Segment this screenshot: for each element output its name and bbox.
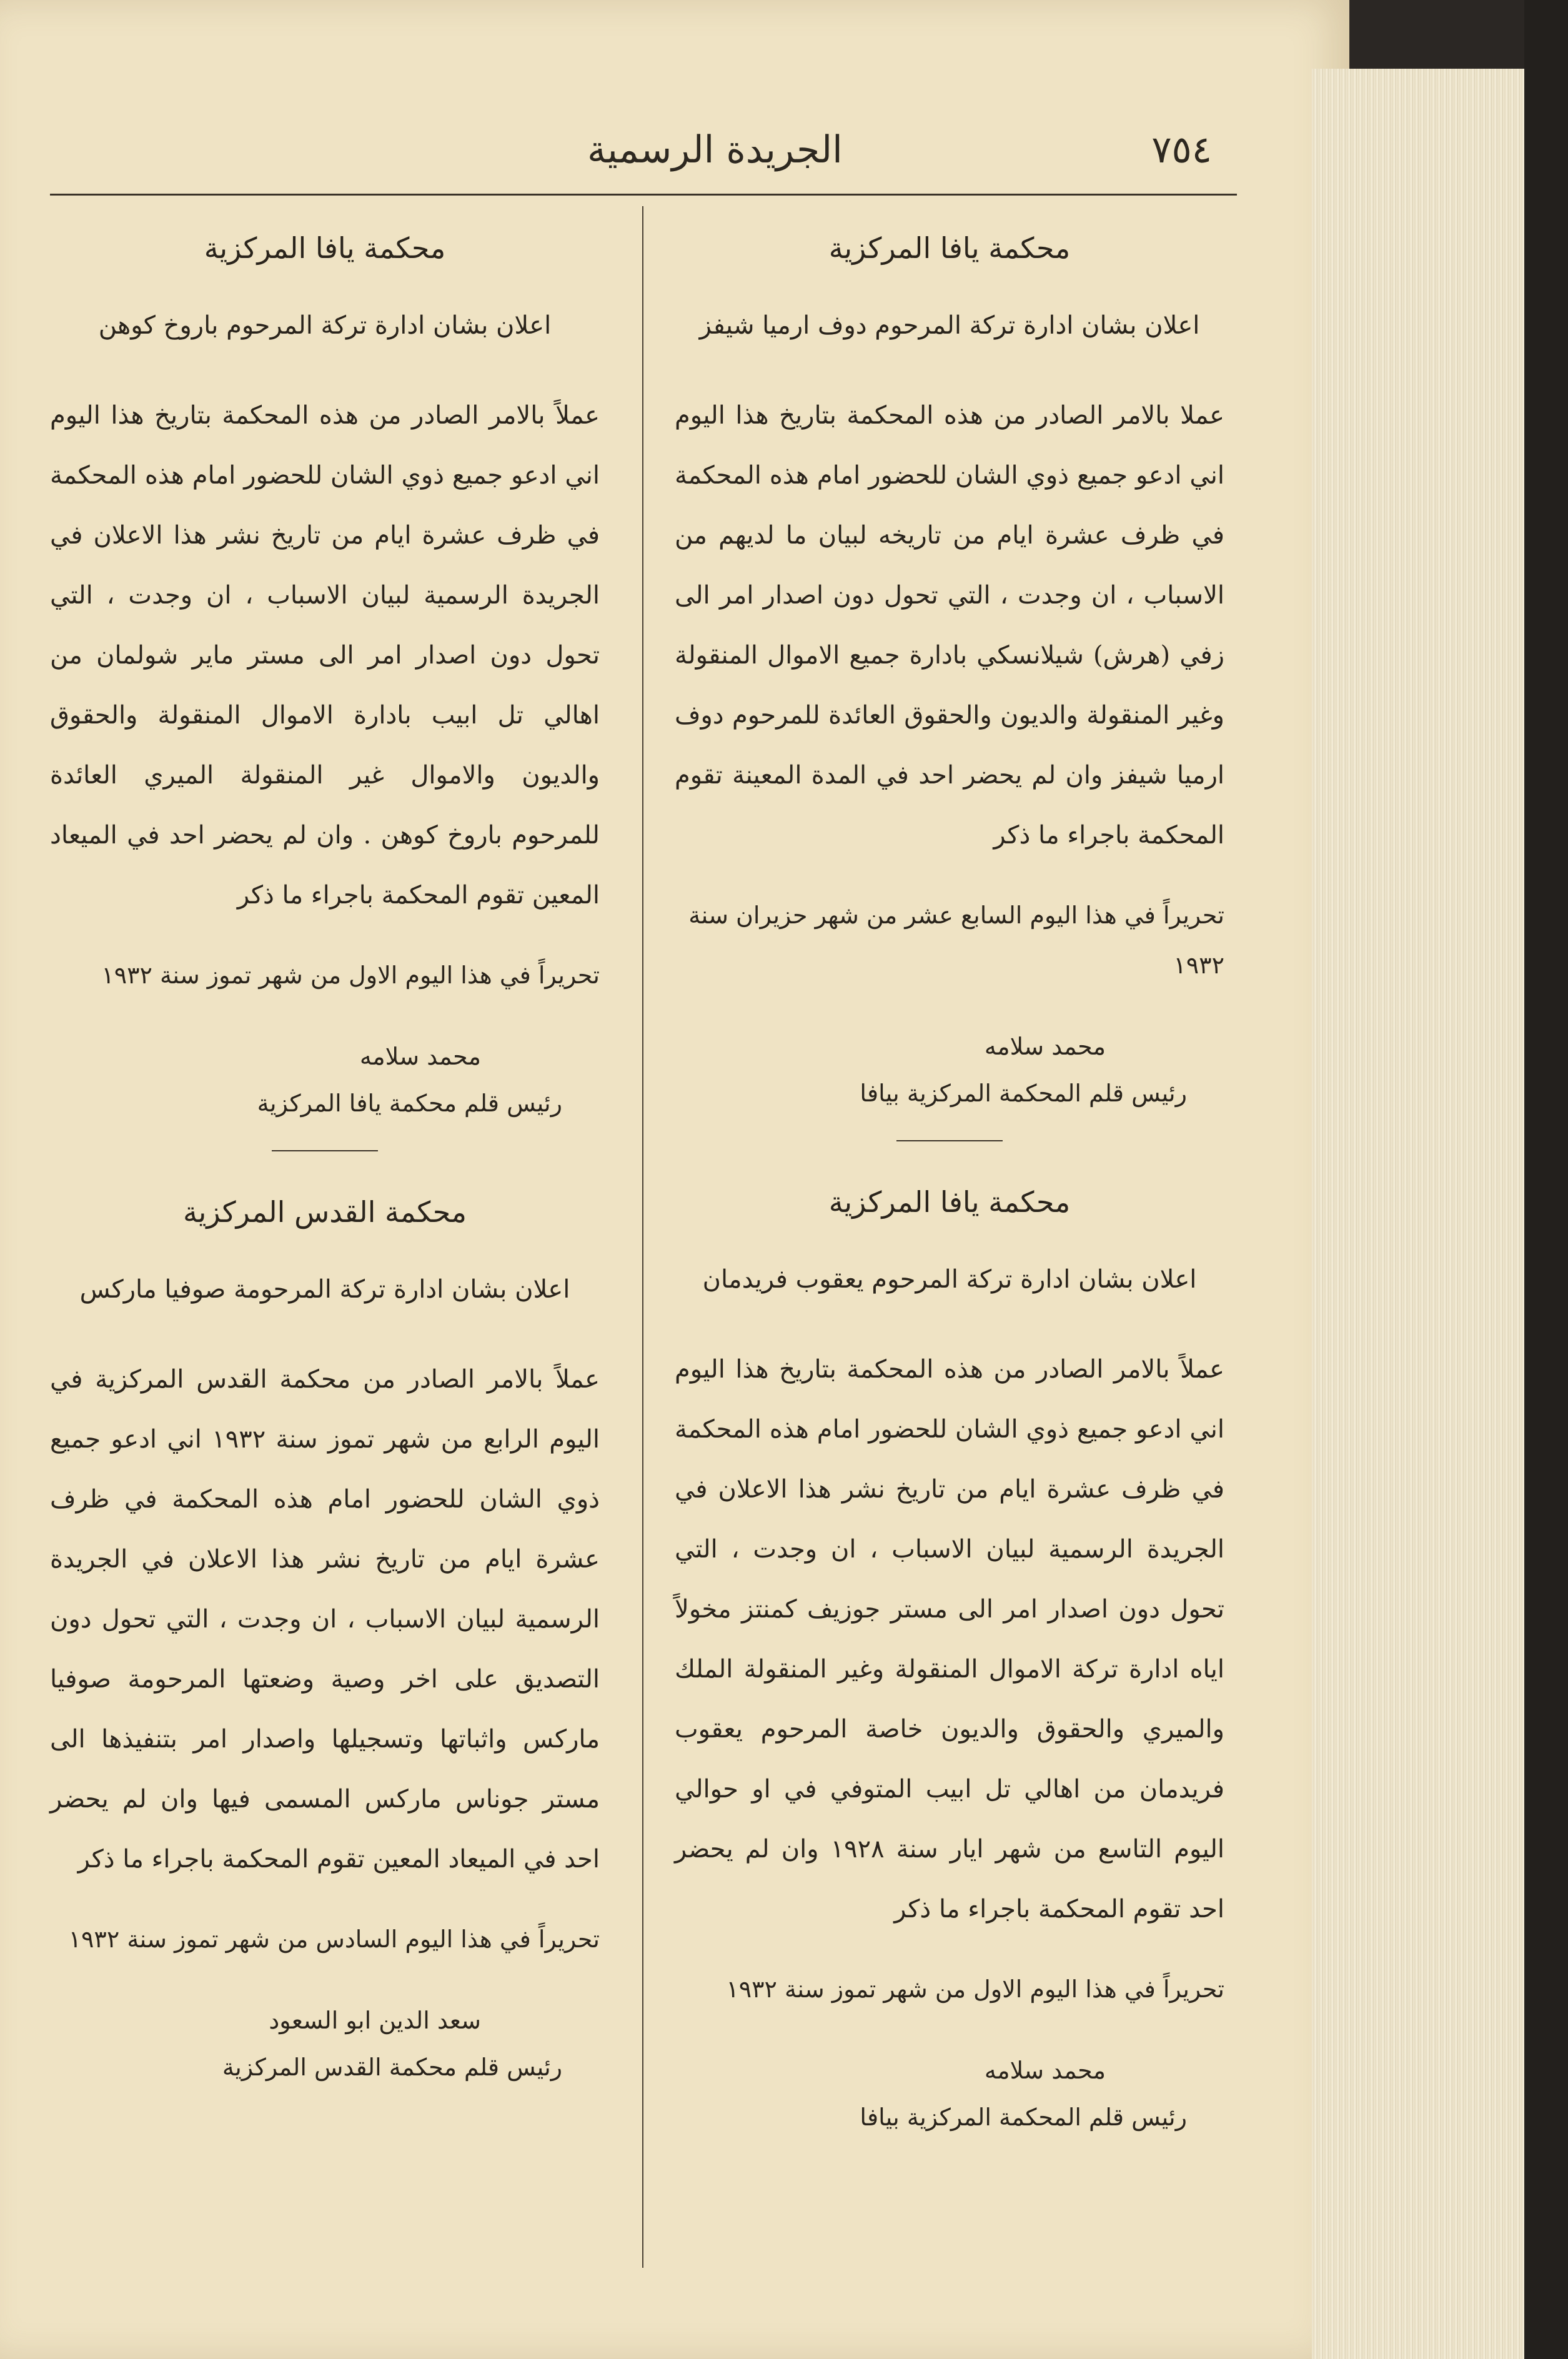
notice-body: عملا بالامر الصادر من هذه المحكمة بتاريخ هذا اليوم اني ادعو جميع ذوي الشان للحضور امام هذه المحكمة في ظرف عشرة ايام من تاريخه لبيان ما لديهم من الاسباب ، ان وجدت ، التي تحول دون اصدار امر الى زفي (هرش) شيلانسكي بادارة جميع الاموال المنقولة وغير المنقولة والديون والحقوق العائدة للمرحوم دوف ارميا شيفز وان لم يحضر احد في المدة المعينة تقوم المحكمة باجراء ما ذكر [675, 401, 1224, 850]
notice-dateline: تحريراً في هذا اليوم السابع عشر من شهر حزيران سنة ١٩٣٢ [688, 901, 1224, 980]
notice [50, 231, 600, 1125]
court-heading: محكمة القدس المركزية [182, 1195, 467, 1229]
journal-title: الجريدة الرسمية [587, 128, 843, 172]
notice-subject: اعلان بشان ادارة تركة المرحوم باروخ كوهن [98, 311, 552, 340]
notice-body: عملاً بالامر الصادر من هذه المحكمة بتاريخ هذا اليوم اني ادعو جميع ذوي الشان للحضور امام هذه المحكمة في ظرف عشرة ايام من تاريخ نشر هذا الاعلان في الجريدة الرسمية لبيان الاسباب ، ان وجدت ، التي تحول دون اصدار امر الى مستر جوزيف كمنتز مخولاً اياه ادارة تركة الاموال المنقولة وغير المنقولة الملك والميري والحقوق والديون خاصة المرحوم يعقوب فريدمان من اهالي تل ابيب المتوفي في او حوالي اليوم التاسع من شهر ايار سنة ١٩٢٨ وان لم يحضر احد تقوم المحكمة باجراء ما ذكر [675, 1355, 1224, 1924]
notice-body: عملاً بالامر الصادر من هذه المحكمة بتاريخ هذا اليوم اني ادعو جميع ذوي الشان للحضور امام هذه المحكمة في ظرف عشرة ايام من تاريخ نشر هذا الاعلان في الجريدة الرسمية لبيان الاسباب ، ان وجدت ، التي تحول دون اصدار امر الى مستر ماير شولمان من اهالي تل ابيب بادارة الاموال المنقولة والحقوق والديون والاموال غير المنقولة الميري العائدة للمرحوم باروخ كوهن . وان لم يحضر احد في الميعاد المعين تقوم المحكمة باجراء ما ذكر [50, 401, 600, 910]
notice [675, 1185, 1224, 2139]
left-column [50, 231, 600, 2114]
notice [675, 231, 1224, 1115]
court-heading: محكمة يافا المركزية [204, 231, 446, 265]
page-header [50, 128, 1237, 184]
column-divider [642, 206, 643, 2268]
court-heading: محكمة يافا المركزية [828, 231, 1071, 265]
signer-title: رئيس قلم محكمة القدس المركزية [222, 2054, 562, 2082]
signer-title: رئيس قلم المحكمة المركزية بيافا [860, 1080, 1187, 1108]
court-heading: محكمة يافا المركزية [828, 1185, 1071, 1219]
page-stack-edge [1312, 69, 1537, 2359]
notice-dateline: تحريراً في هذا اليوم الاول من شهر تموز سنة ١٩٣٢ [101, 961, 600, 990]
notice-dateline: تحريراً في هذا اليوم الاول من شهر تموز سنة ١٩٣٢ [726, 1975, 1224, 2004]
signer-title: رئيس قلم المحكمة المركزية بيافا [860, 2103, 1187, 2132]
signer-title: رئيس قلم محكمة يافا المركزية [257, 1090, 562, 1118]
page-number: ٧٥٤ [1151, 128, 1212, 172]
book-spine [1524, 0, 1568, 2359]
header-rule [50, 194, 1237, 196]
notice [50, 1195, 600, 2089]
notice-separator [896, 1140, 1003, 1141]
notice-body: عملاً بالامر الصادر من محكمة القدس المركزية في اليوم الرابع من شهر تموز سنة ١٩٣٢ اني ادعو جميع ذوي الشان للحضور امام هذه المحكمة في ظرف عشرة ايام من تاريخ نشر هذا الاعلان في الجريدة الرسمية لبيان الاسباب ، ان وجدت ، التي تحول دون التصديق على اخر وصية وضعتها المرحومة صوفيا ماركس واثباتها وتسجيلها واصدار امر بتنفيذها الى مستر جوناس ماركس المسمى فيها وان لم يحضر احد في الميعاد المعين تقوم المحكمة باجراء ما ذكر [50, 1365, 600, 1874]
notice-separator [272, 1150, 378, 1151]
notice-subject: اعلان بشان ادارة تركة المرحوم يعقوب فريدمان [702, 1265, 1197, 1294]
notice-subject: اعلان بشان ادارة تركة المرحوم دوف ارميا شيفز [699, 311, 1200, 340]
signer-name: سعد الدين ابو السعود [269, 2007, 481, 2035]
signer-name: محمد سلامه [984, 2057, 1106, 2085]
signer-name: محمد سلامه [359, 1043, 481, 1071]
right-column [675, 231, 1224, 2164]
notice-dateline: تحريراً في هذا اليوم السادس من شهر تموز سنة ١٩٣٢ [68, 1925, 600, 1954]
notice-subject: اعلان بشان ادارة تركة المرحومة صوفيا ماركس [79, 1275, 570, 1304]
signer-name: محمد سلامه [984, 1033, 1106, 1061]
